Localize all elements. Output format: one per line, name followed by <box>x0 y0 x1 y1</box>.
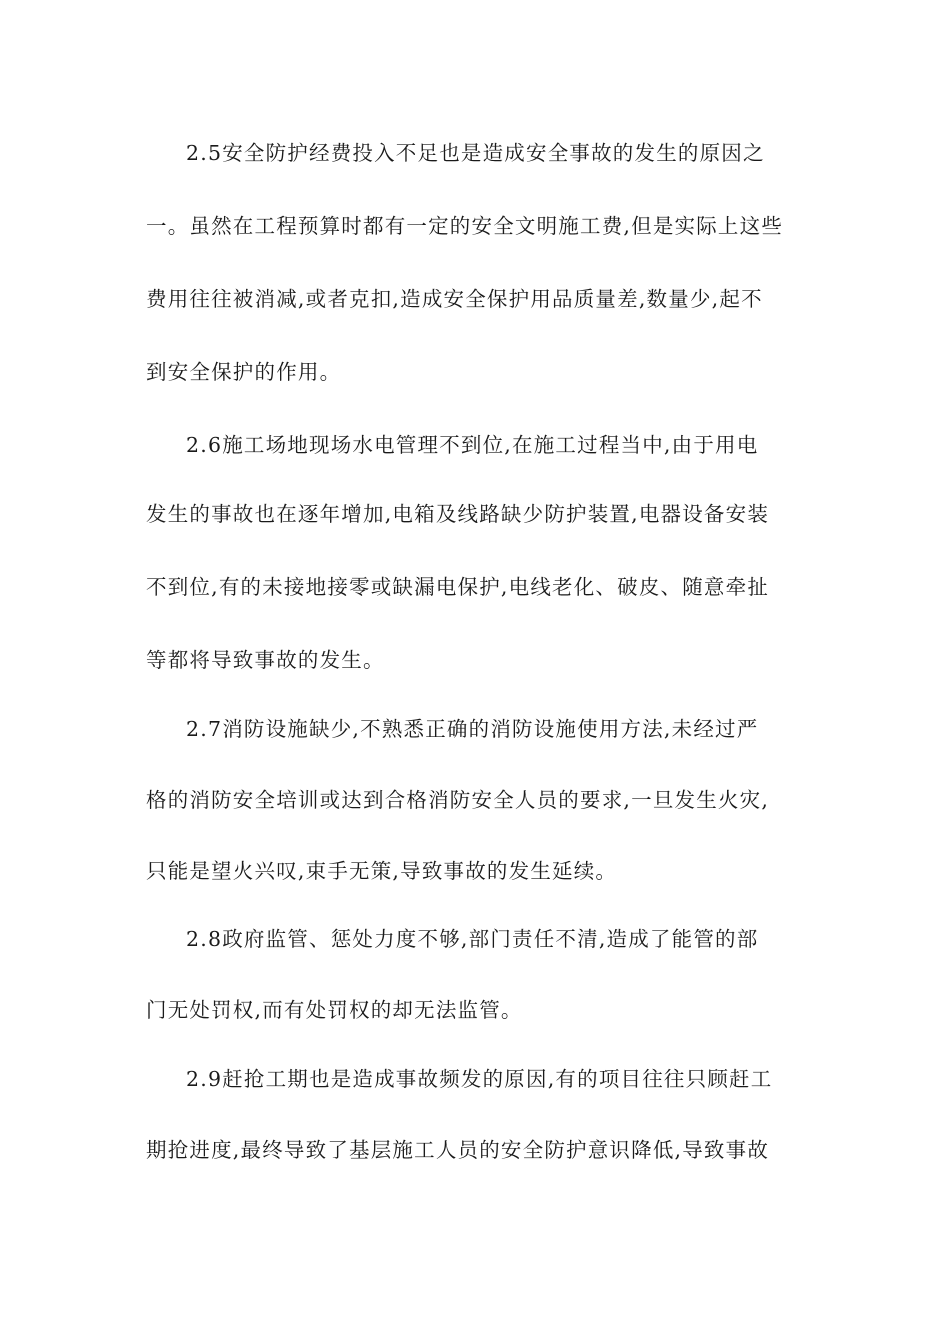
text-line: 费用往往被消减,或者克扣,造成安全保护用品质量差,数量少,起不 <box>146 287 763 311</box>
text-line: 等都将导致事故的发生。 <box>146 648 385 672</box>
text-line: 期抢进度,最终导致了基层施工人员的安全防护意识降低,导致事故 <box>146 1138 770 1162</box>
text-line: 一。虽然在工程预算时都有一定的安全文明施工费,但是实际上这些 <box>146 214 784 238</box>
text-line: 只能是望火兴叹,束手无策,导致事故的发生延续。 <box>146 859 618 883</box>
text-line: 2.9赶抢工期也是造成事故频发的原因,有的项目往往只顾赶工 <box>186 1067 773 1091</box>
text-line: 格的消防安全培训或达到合格消防安全人员的要求,一旦发生火灾, <box>146 788 770 812</box>
text-line: 门无处罚权,而有处罚权的却无法监管。 <box>146 998 523 1022</box>
text-line: 2.7消防设施缺少,不熟悉正确的消防设施使用方法,未经过严 <box>186 717 759 741</box>
text-line: 2.6施工场地现场水电管理不到位,在施工过程当中,由于用电 <box>186 433 759 457</box>
text-line: 2.8政府监管、惩处力度不够,部门责任不清,造成了能管的部 <box>186 927 759 951</box>
text-line: 到安全保护的作用。 <box>146 360 342 384</box>
text-line: 不到位,有的未接地接零或缺漏电保护,电线老化、破皮、随意牵扯 <box>146 575 770 599</box>
text-line: 2.5安全防护经费投入不足也是造成安全事故的发生的原因之 <box>186 141 765 165</box>
text-line: 发生的事故也在逐年增加,电箱及线路缺少防护装置,电器设备安装 <box>146 502 770 526</box>
